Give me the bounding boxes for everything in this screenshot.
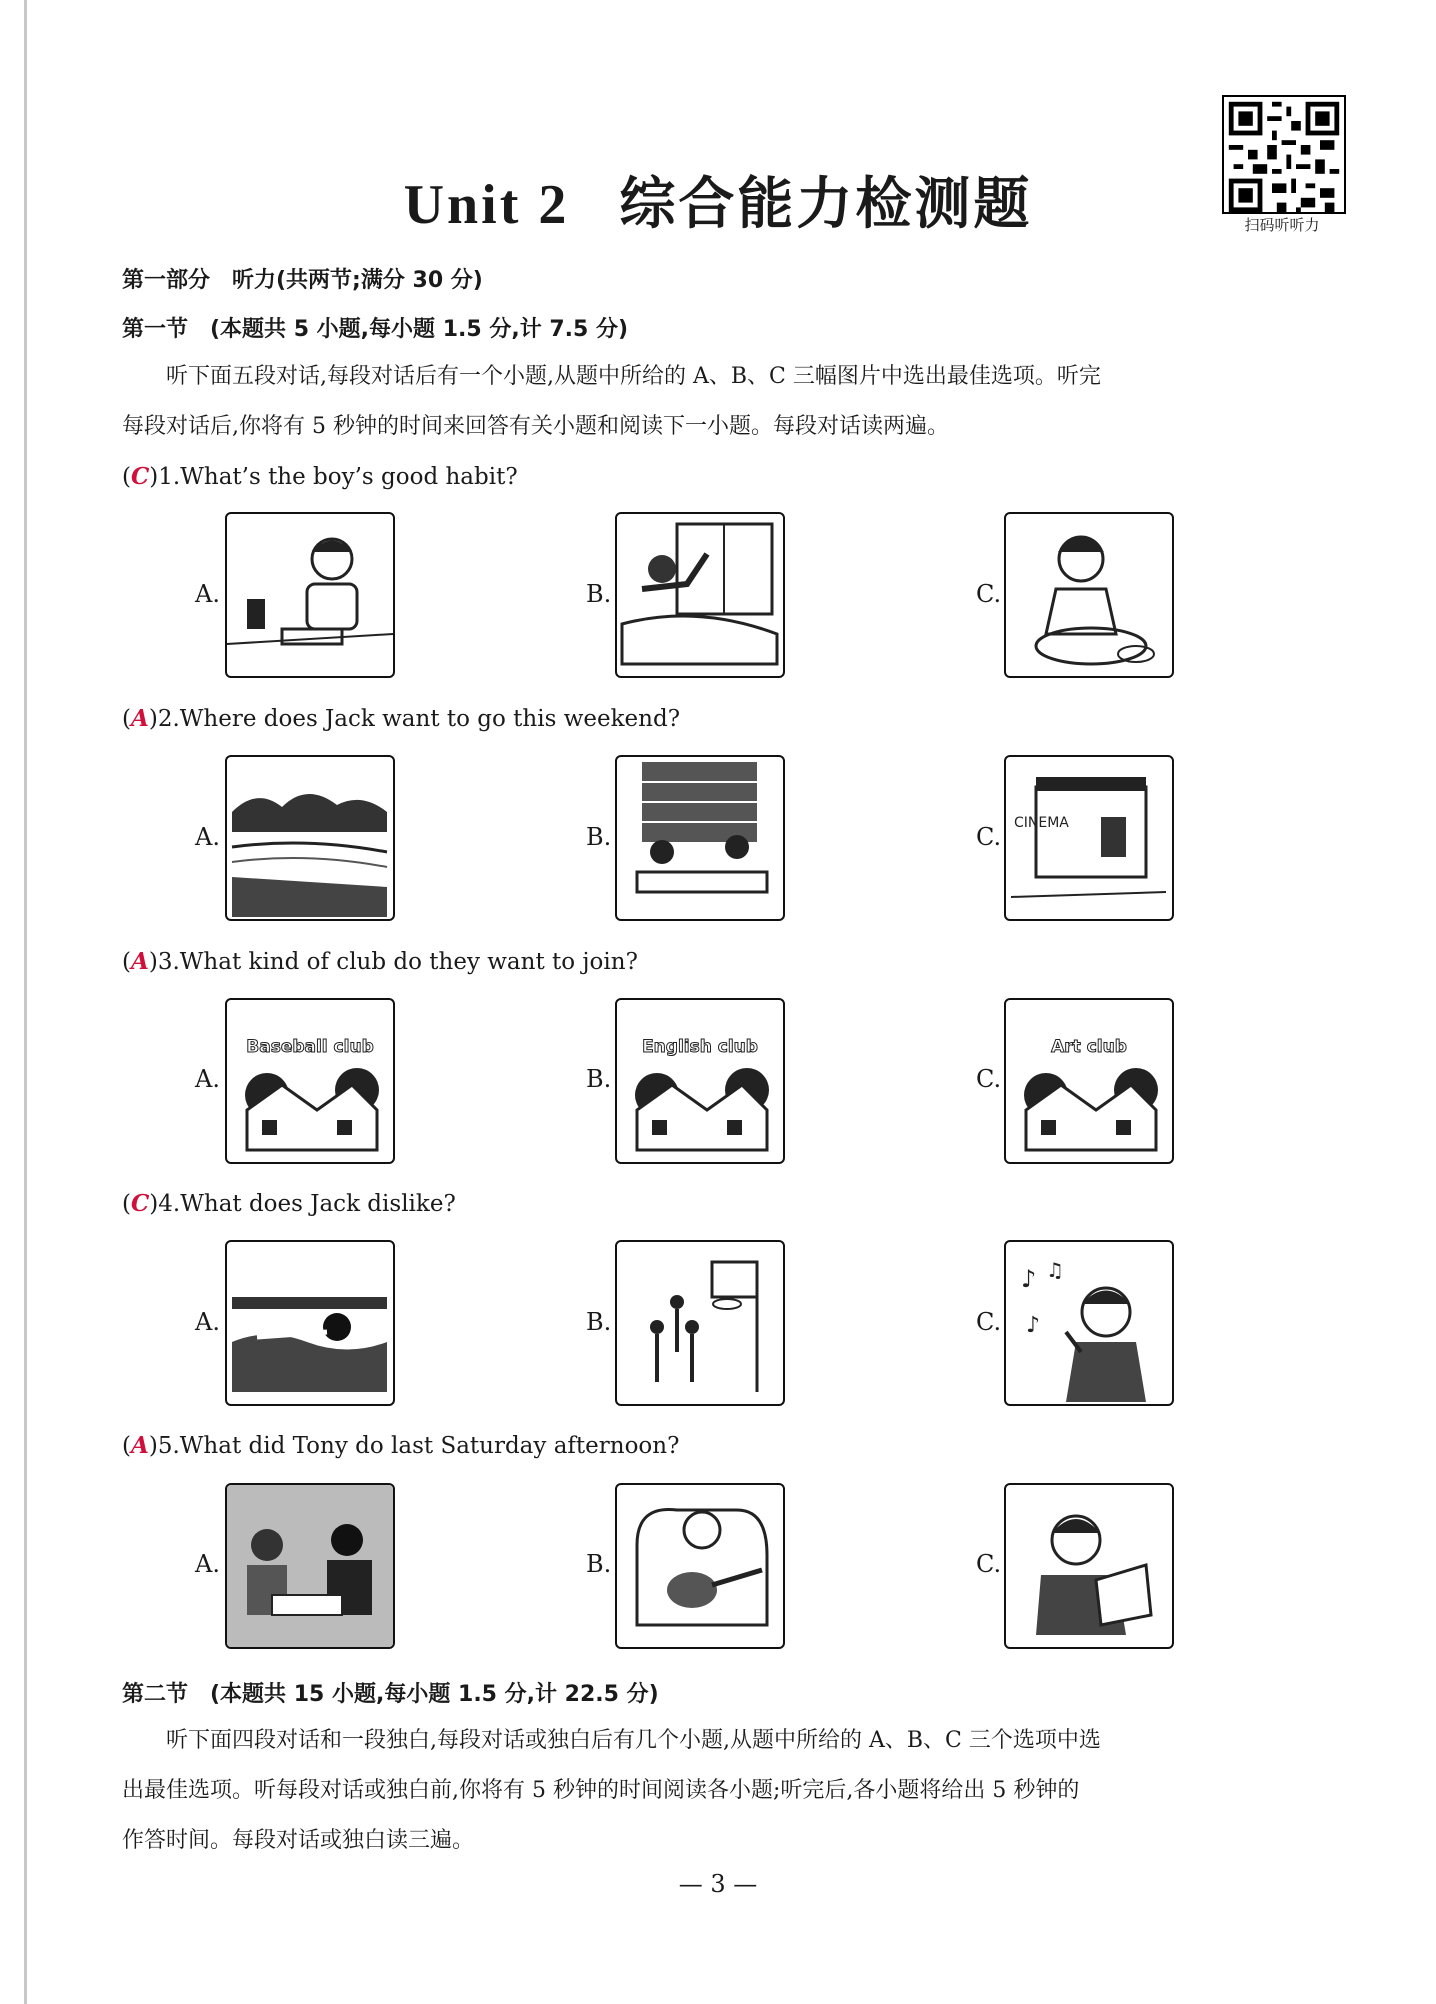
- image-playing-chess[interactable]: [225, 1483, 395, 1649]
- image-art-club[interactable]: [1004, 998, 1174, 1164]
- answer-mark: A: [130, 948, 149, 975]
- option-a-label: A.: [195, 580, 220, 608]
- image-boy-eating-breakfast[interactable]: [1004, 512, 1174, 678]
- image-cinema[interactable]: [1004, 755, 1174, 921]
- section1-heading: 第一节 (本题共 5 小题,每小题 1.5 分,计 7.5 分): [122, 317, 629, 342]
- svg-text:♪: ♪: [1026, 1313, 1041, 1338]
- image-boy-doing-homework[interactable]: [225, 512, 395, 678]
- question-number: 2.: [157, 706, 180, 732]
- unit-label: Unit 2: [403, 174, 570, 236]
- club-sign: Baseball club: [246, 1037, 374, 1057]
- image-person-waking-up[interactable]: [615, 512, 785, 678]
- question-4: (C)4.What does Jack dislike?: [122, 1190, 456, 1217]
- qr-code[interactable]: [1222, 95, 1346, 214]
- question-text: What does Jack dislike?: [180, 1191, 456, 1217]
- cinema-sign: CINEMA: [1014, 815, 1069, 831]
- question-text: What did Tony do last Saturday afternoon?: [179, 1433, 680, 1459]
- option-b-label: B.: [586, 580, 612, 608]
- question-number: 1.: [158, 464, 181, 490]
- page-binding-edge: [24, 0, 27, 2004]
- option-a-label: A.: [195, 1550, 220, 1578]
- image-library[interactable]: [615, 755, 785, 921]
- svg-text:♫: ♫: [1046, 1258, 1064, 1282]
- option-c-label: C.: [976, 1550, 1002, 1578]
- image-singing[interactable]: [1004, 1240, 1174, 1406]
- answer-mark: A: [130, 1432, 149, 1459]
- option-b-label: B.: [586, 1308, 612, 1336]
- instructions-line: 每段对话后,你将有 5 秒钟的时间来回答有关小题和阅读下一小题。每段对话读两遍。: [122, 414, 949, 439]
- page-number: — 3 —: [678, 1870, 758, 1898]
- image-playing-guitar[interactable]: [615, 1483, 785, 1649]
- part1-heading: 第一部分 听力(共两节;满分 30 分): [122, 268, 483, 293]
- section1-instructions: [122, 352, 1342, 452]
- option-b-label: B.: [586, 1550, 612, 1578]
- page-title: [0, 160, 1436, 240]
- option-c-label: C.: [976, 823, 1002, 851]
- answer-mark: C: [130, 463, 150, 490]
- option-a-label: A.: [195, 1065, 220, 1093]
- instructions-line: 听下面五段对话,每段对话后有一个小题,从题中所给的 A、B、C 三幅图片中选出最佳选项。听完: [166, 364, 1101, 389]
- image-reading-book[interactable]: [1004, 1483, 1174, 1649]
- answer-mark: A: [130, 705, 149, 732]
- image-english-club[interactable]: [615, 998, 785, 1164]
- answer-mark: C: [130, 1190, 150, 1217]
- image-basketball[interactable]: [615, 1240, 785, 1406]
- option-b-label: B.: [586, 1065, 612, 1093]
- instructions-line: 作答时间。每段对话或独白读三遍。: [122, 1828, 475, 1853]
- option-a-label: A.: [195, 1308, 220, 1336]
- question-number: 5.: [157, 1433, 180, 1459]
- instructions-line: 出最佳选项。听每段对话或独白前,你将有 5 秒钟的时间阅读各小题;听完后,各小题将给出 5 秒钟的: [122, 1778, 1080, 1803]
- club-sign: English club: [642, 1037, 758, 1057]
- image-baseball-club[interactable]: [225, 998, 395, 1164]
- option-c-label: C.: [976, 1308, 1002, 1336]
- question-text: Where does Jack want to go this weekend?: [179, 706, 681, 732]
- question-number: 3.: [157, 949, 180, 975]
- option-c-label: C.: [976, 1065, 1002, 1093]
- title-text: 综合能力检测题: [619, 171, 1033, 237]
- instructions-line: 听下面四段对话和一段独白,每段对话或独白后有几个小题,从题中所给的 A、B、C 三个选项中选: [166, 1728, 1101, 1753]
- question-1: (C)1.What’s the boy’s good habit?: [122, 463, 518, 490]
- option-c-label: C.: [976, 580, 1002, 608]
- section2-heading: 第二节 (本题共 15 小题,每小题 1.5 分,计 22.5 分): [122, 1682, 659, 1707]
- question-2: (A)2.Where does Jack want to go this weekend?: [122, 705, 681, 732]
- question-text: What’s the boy’s good habit?: [180, 464, 518, 490]
- image-lake-park[interactable]: [225, 755, 395, 921]
- question-3: (A)3.What kind of club do they want to join?: [122, 948, 638, 975]
- svg-text:♪: ♪: [1021, 1265, 1037, 1293]
- question-5: (A)5.What did Tony do last Saturday afternoon?: [122, 1432, 680, 1459]
- option-b-label: B.: [586, 823, 612, 851]
- club-sign: Art club: [1051, 1037, 1127, 1057]
- qr-caption: 扫码听听力: [1244, 216, 1320, 234]
- option-a-label: A.: [195, 823, 220, 851]
- question-number: 4.: [158, 1191, 181, 1217]
- section2-instructions: [122, 1716, 1342, 1866]
- image-swimming[interactable]: [225, 1240, 395, 1406]
- question-text: What kind of club do they want to join?: [179, 949, 638, 975]
